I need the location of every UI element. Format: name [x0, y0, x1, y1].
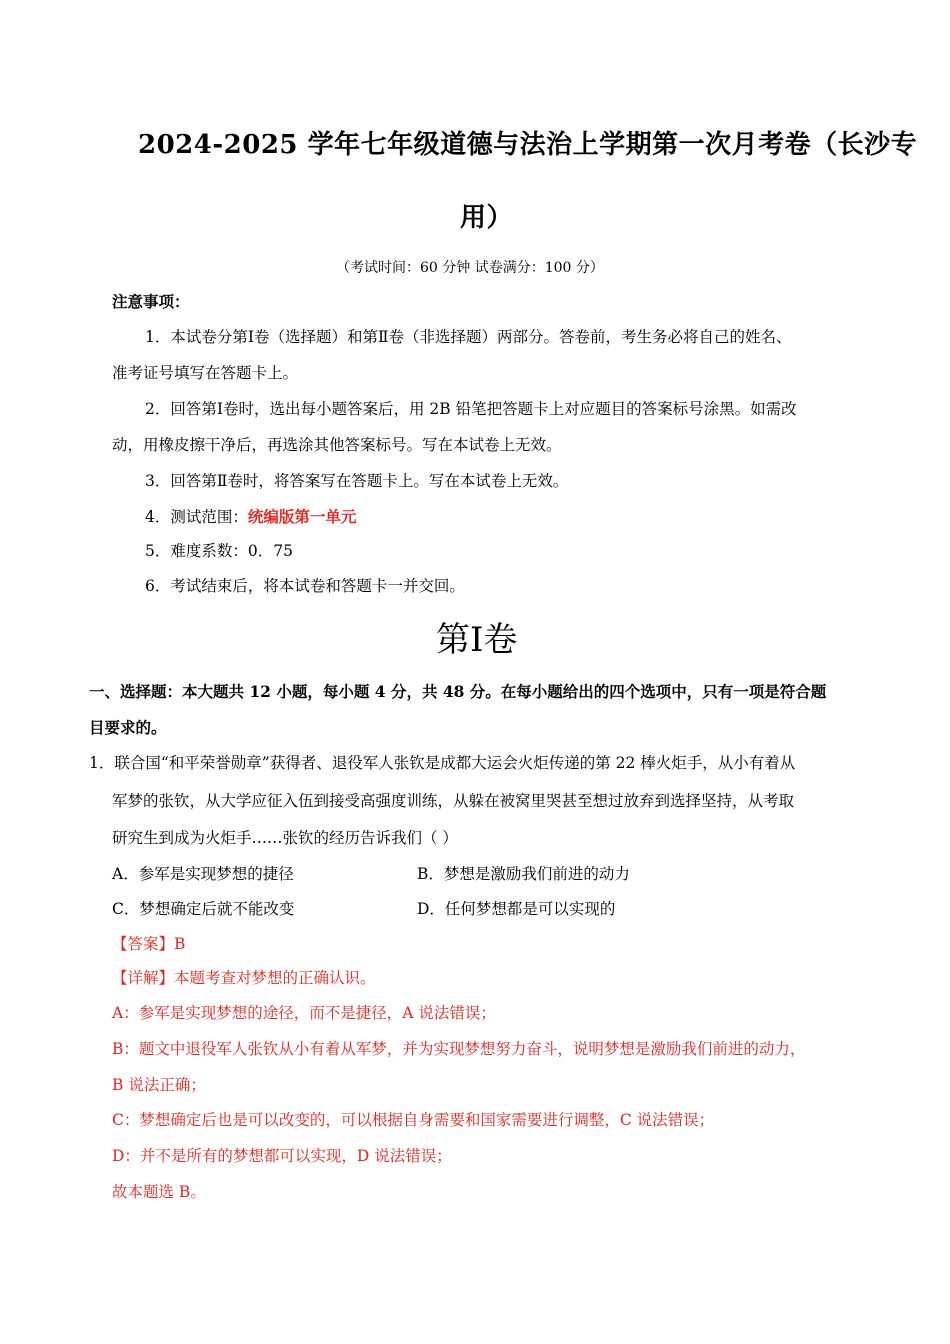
conclusion: 故本题选 B。: [112, 1183, 206, 1201]
note-6: 6．考试结束后，将本试卷和答题卡一并交回。: [145, 577, 465, 595]
note-2-line1: 2．回答第Ⅰ卷时，选出每小题答案后，用 2B 铅笔把答题卡上对应题目的答案标号涂黑。如需改: [145, 400, 797, 418]
section-instruction-line1: 一、选择题：本大题共 12 小题，每小题 4 分，共 48 分。在每小题给出的四个选项中，只有一项是符合题: [89, 682, 827, 701]
section-instruction-line2: 目要求的。: [89, 718, 167, 737]
section-title: 第Ⅰ卷: [436, 620, 518, 660]
question-1-line3: 研究生到成为火炬手……张钦的经历告诉我们（ ）: [112, 829, 458, 847]
analysis-c: C：梦想确定后也是可以改变的，可以根据自身需要和国家需要进行调整，C 说法错误；: [112, 1111, 715, 1129]
notes-heading: 注意事项：: [112, 292, 190, 311]
note-1-line2: 准考证号填写在答题卡上。: [112, 364, 299, 382]
option-c: C．梦想确定后就不能改变: [112, 900, 295, 918]
analysis-b-line1: B：题文中退役军人张钦从小有着从军梦，并为实现梦想努力奋斗，说明梦想是激励我们前进的动力，: [112, 1040, 806, 1058]
test-range: 统编版第一单元: [247, 507, 357, 526]
question-1-line1: 1．联合国“和平荣誉勋章”获得者、退役军人张钦是成都大运会火炬传递的第 22 棒火炬手，从小有着从: [89, 754, 796, 772]
question-1-line2: 军梦的张钦，从大学应征入伍到接受高强度训练，从躲在被窝里哭甚至想过放弃到选择坚持，从考取: [112, 792, 795, 810]
note-4: [145, 505, 356, 527]
exam-title-line2: 用）: [460, 203, 514, 233]
analysis-a: A：参军是实现梦想的途径，而不是捷径，A 说法错误；: [112, 1004, 496, 1022]
analysis-b-line2: B 说法正确；: [112, 1076, 206, 1094]
note-5: 5．难度系数：0．75: [145, 542, 293, 560]
note-3: 3．回答第Ⅱ卷时，将答案写在答题卡上。写在本试卷上无效。: [145, 472, 569, 490]
note-2-line2: 动，用橡皮擦干净后，再选涂其他答案标号。写在本试卷上无效。: [112, 436, 562, 454]
note-4-prefix: 4．测试范围：: [145, 508, 248, 526]
option-d: D．任何梦想都是可以实现的: [417, 900, 616, 918]
option-a: A．参军是实现梦想的捷径: [112, 865, 294, 883]
analysis-d: D：并不是所有的梦想都可以实现，D 说法错误；: [112, 1147, 452, 1165]
analysis-intro: 【详解】本题考查对梦想的正确认识。: [112, 969, 376, 987]
answer: 【答案】B: [112, 935, 186, 953]
exam-title-line1: 2024-2025 学年七年级道德与法治上学期第一次月考卷（长沙专: [138, 130, 918, 160]
note-1-line1: 1．本试卷分第Ⅰ卷（选择题）和第Ⅱ卷（非选择题）两部分。答卷前，考生务必将自己的姓名、: [145, 328, 792, 346]
option-b: B．梦想是激励我们前进的动力: [417, 865, 630, 883]
exam-time-info: （考试时间：60 分钟 试卷满分：100 分）: [336, 260, 604, 276]
